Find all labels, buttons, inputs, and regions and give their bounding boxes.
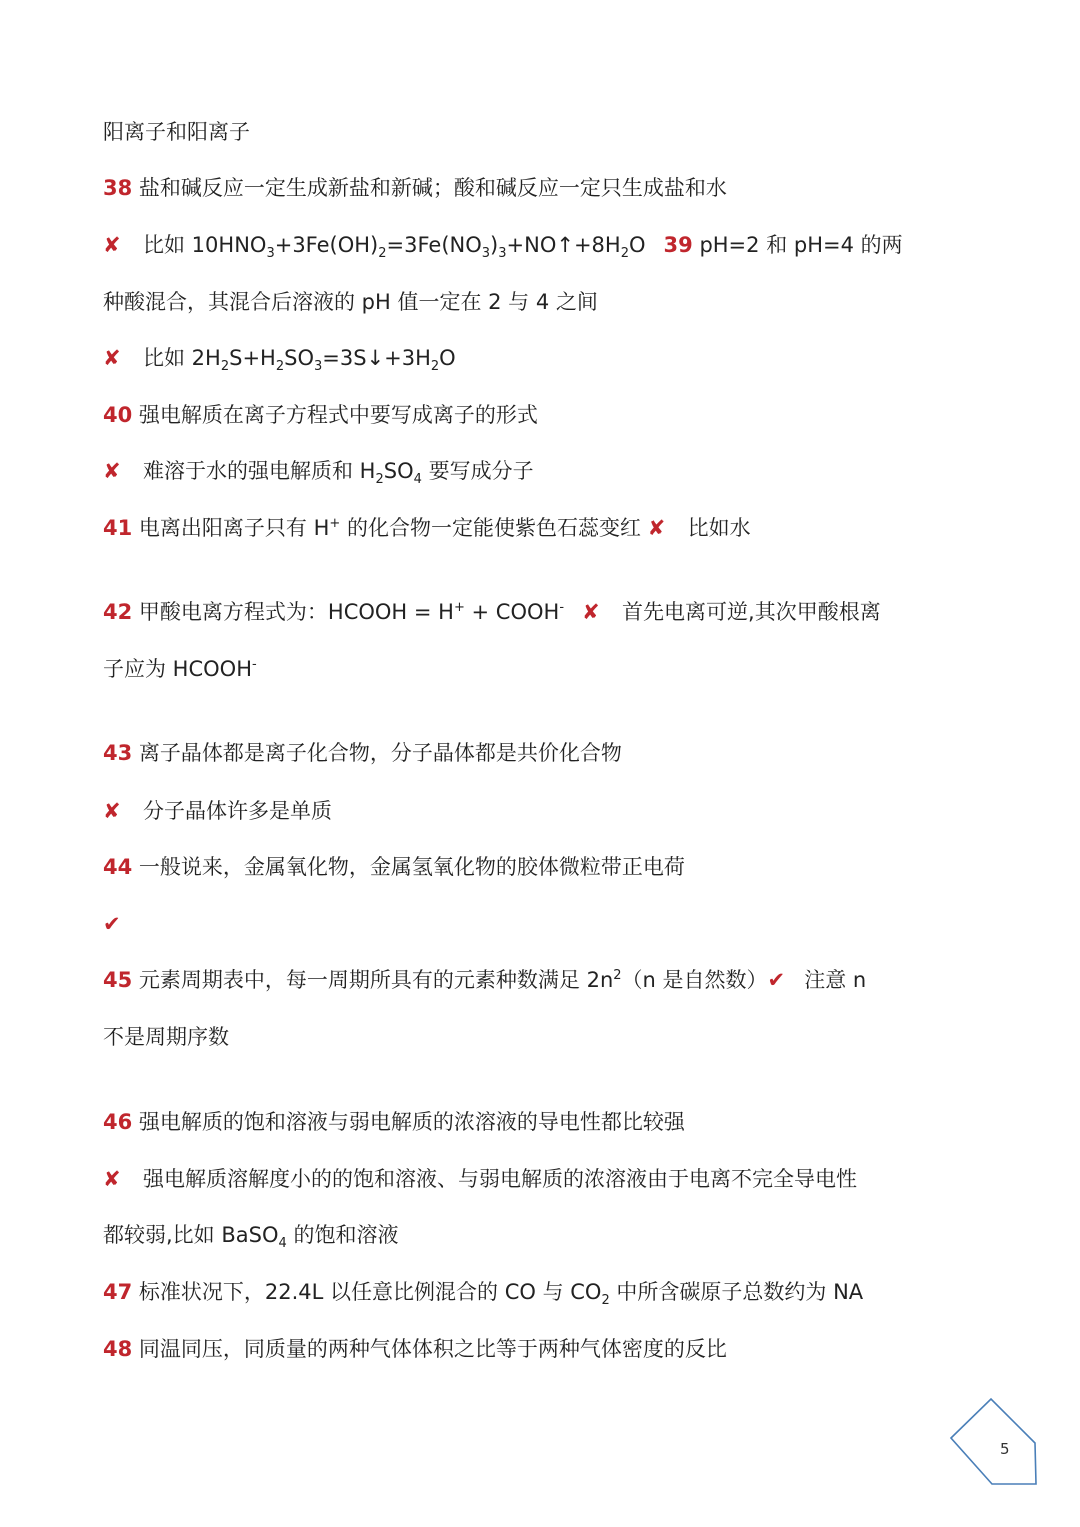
text: 难溶于水的强电解质和 H [143, 459, 376, 483]
item-41 [103, 513, 751, 543]
superscript: - [559, 600, 565, 615]
subscript: 4 [413, 472, 422, 488]
item-text: 强电解质的饱和溶液与弱电解质的浓溶液的导电性都比较强 [132, 1110, 685, 1134]
item-text: pH=2 和 pH=4 的两 [692, 233, 903, 257]
text: 的饱和溶液 [286, 1223, 399, 1247]
item-text: 离子晶体都是离子化合物，分子晶体都是共价化合物 [132, 741, 622, 765]
text: 甲酸电离方程式为：HCOOH = H [132, 600, 454, 624]
text: 标准状况下，22.4L 以任意比例混合的 CO 与 CO [132, 1280, 602, 1304]
explanation-line [103, 1164, 857, 1194]
cross-icon: ✘ [103, 1167, 121, 1191]
subscript: 2 [378, 246, 387, 262]
text: 中所含碳原子总数约为 NA [609, 1280, 864, 1304]
text: 子应为 HCOOH [103, 657, 252, 681]
subscript: 2 [620, 246, 629, 262]
superscript: - [251, 657, 257, 672]
text-line [103, 654, 257, 684]
subscript: 2 [275, 359, 285, 375]
item-number: 41 [103, 516, 133, 540]
item-number: 40 [103, 403, 133, 427]
subscript: 2 [601, 1293, 610, 1309]
text: 电离出阳离子只有 H [132, 516, 330, 540]
superscript: + [329, 516, 341, 531]
item-number: 45 [103, 968, 133, 992]
text: 分子晶体许多是单质 [143, 799, 332, 823]
explanation-line [103, 343, 456, 373]
text-line: 种酸混合，其混合后溶液的 pH 值一定在 2 与 4 之间 [103, 290, 598, 314]
text: +3Fe(OH) [274, 233, 379, 257]
text: （n 是自然数） [621, 968, 768, 992]
item-number: 46 [103, 1110, 133, 1134]
item-number: 43 [103, 741, 133, 765]
subscript: 2 [430, 359, 440, 375]
subscript: 3 [481, 246, 491, 262]
text: 要写成分子 [421, 459, 534, 483]
explanation-line [103, 909, 143, 939]
text-line: 阳离子和阳离子 [103, 120, 250, 144]
item-number: 38 [103, 176, 133, 200]
text: 都较弱,比如 BaSO [103, 1223, 279, 1247]
text: 注意 n [797, 968, 867, 992]
text: 强电解质溶解度小的的饱和溶液、与弱电解质的浓溶液由于电离不完全导电性 [143, 1167, 857, 1191]
item-47 [103, 1277, 863, 1307]
text: S+H [229, 346, 276, 370]
check-icon: ✔ [767, 968, 786, 992]
superscript: + [453, 600, 465, 615]
explanation-line [103, 230, 903, 260]
page-number: 5 [1000, 1440, 1010, 1458]
cross-icon: ✘ [103, 799, 121, 823]
item-48 [103, 1334, 727, 1364]
subscript: 4 [278, 1236, 287, 1252]
cross-icon: ✘ [647, 516, 666, 540]
item-text: 同温同压，同质量的两种气体体积之比等于两种气体密度的反比 [132, 1337, 727, 1361]
text-line: 不是周期序数 [103, 1025, 229, 1049]
text: +NO↑+8H [506, 233, 621, 257]
text: O [439, 346, 456, 370]
item-number: 47 [103, 1280, 133, 1304]
item-46 [103, 1107, 685, 1137]
subscript: 2 [375, 472, 384, 488]
item-40 [103, 400, 538, 430]
item-number: 42 [103, 600, 133, 624]
item-43 [103, 738, 622, 768]
check-icon: ✔ [103, 912, 121, 936]
text: 元素周期表中，每一周期所具有的元素种数满足 2n [132, 968, 614, 992]
cross-icon: ✘ [103, 459, 121, 483]
text: O [629, 233, 646, 257]
text: 比如 10HNO [143, 233, 267, 257]
item-number: 44 [103, 855, 133, 879]
cross-icon: ✘ [103, 346, 121, 370]
item-number: 39 [663, 233, 693, 257]
subscript: 3 [313, 359, 323, 375]
text-line [103, 1220, 398, 1250]
page-badge-icon [947, 1396, 1043, 1490]
subscript: 3 [498, 246, 507, 262]
cross-icon: ✘ [103, 233, 121, 257]
text: SO [383, 459, 414, 483]
cross-icon: ✘ [582, 600, 600, 624]
text: =3S↓+3H [322, 346, 431, 370]
text: SO [284, 346, 314, 370]
item-text: 盐和碱反应一定生成新盐和新碱；酸和碱反应一定只生成盐和水 [132, 176, 727, 200]
explanation-line [103, 456, 534, 486]
item-45 [103, 965, 866, 995]
text: 首先电离可逆,其次甲酸根离 [622, 600, 881, 624]
item-44 [103, 852, 685, 882]
text: 比如 2H [143, 346, 221, 370]
subscript: 3 [266, 246, 275, 262]
text: =3Fe(NO [386, 233, 482, 257]
subscript: 2 [220, 359, 230, 375]
text: 比如水 [687, 516, 751, 540]
text: ) [490, 233, 499, 257]
text: 的化合物一定能使紫色石蕊变红 [340, 516, 648, 540]
item-38 [103, 173, 727, 203]
item-42 [103, 597, 881, 627]
item-text: 一般说来，金属氧化物，金属氢氧化物的胶体微粒带正电荷 [132, 855, 685, 879]
superscript: 2 [613, 968, 622, 983]
item-number: 48 [103, 1337, 133, 1361]
item-text: 强电解质在离子方程式中要写成离子的形式 [132, 403, 538, 427]
text: + COOH [464, 600, 560, 624]
explanation-line [103, 796, 332, 826]
